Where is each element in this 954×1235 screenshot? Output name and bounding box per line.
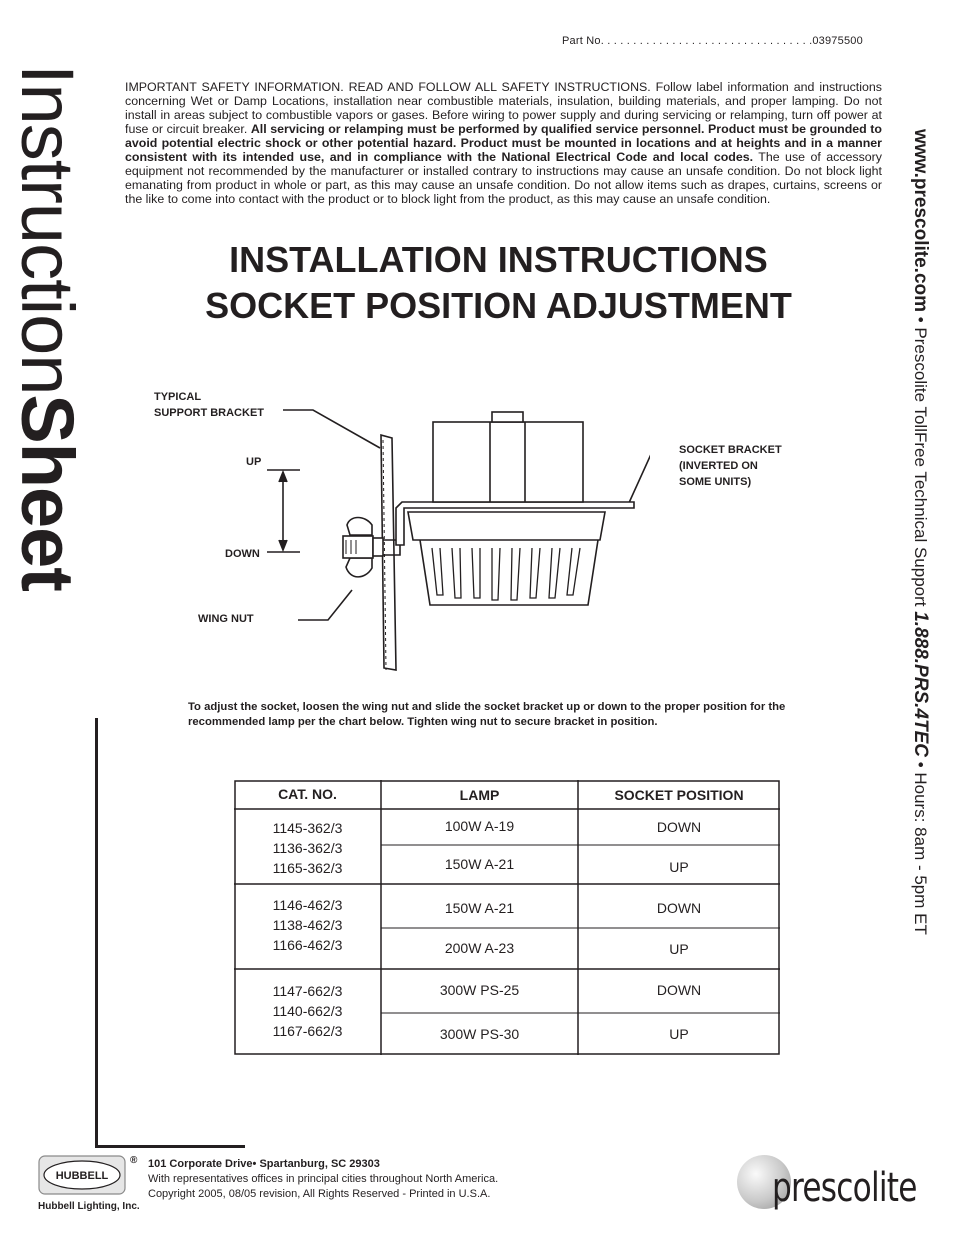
wing-nut-label: WING NUT xyxy=(198,613,254,625)
socket-adjustment-diagram xyxy=(150,380,650,680)
right-margin-contact xyxy=(905,129,935,1129)
support-hours: Hours: 8am - 5pm ET xyxy=(911,772,930,935)
cat-no: 1147-662/3 xyxy=(272,983,343,999)
cat-no-group xyxy=(234,981,381,1041)
header-lamp: LAMP xyxy=(459,787,500,803)
cat-no: 1138-462/3 xyxy=(272,917,343,933)
footer-address: 101 Corporate Drive• Spartanburg, SC 29303 xyxy=(148,1158,380,1170)
safety-text: IMPORTANT SAFETY INFORMATION. READ AND FOLLOW ALL SAFETY INSTRUCTIONS. Follow label information and instructions concerning Wet or Damp Locations, installation near combustible materials, insulation, building materials, and proper lamping. Do not install in areas subject to combustible vapors or gases. Before wiring to power supply and during servicing or relamping, turn off power at fuse or circuit breaker. xyxy=(125,80,882,136)
position-cell: DOWN xyxy=(656,819,702,835)
lamp-cell: 200W A-23 xyxy=(444,940,515,956)
cat-no: 1166-462/3 xyxy=(272,937,343,953)
cat-no: 1165-362/3 xyxy=(272,860,343,876)
cat-no: 1140-662/3 xyxy=(272,1003,343,1019)
cat-no: 1167-662/3 xyxy=(272,1023,343,1039)
hubbell-lighting-name: Hubbell Lighting, Inc. xyxy=(38,1201,140,1212)
position-cell: UP xyxy=(669,859,689,875)
safety-bold-text: All servicing or relamping must be performed by qualified service personnel. Product must be grounded to avoid potential electric shock or other potential hazard. Product must be mounted in locations and at heights and in a manner consistent with its intended use, and in compliance with the National Electrical Code and local codes. xyxy=(125,122,882,164)
footer-info xyxy=(148,1157,498,1202)
adjustment-instructions: To adjust the socket, loosen the wing nut and slide the socket bracket up or down to the proper position for the recommended lamp per the chart below. Tighten wing nut to secure bracket in position. xyxy=(188,701,786,728)
part-number xyxy=(562,35,863,47)
part-no-value: 03975500 xyxy=(812,35,863,47)
title-light: Instruction xyxy=(6,64,89,395)
lamp-cell: 300W PS-30 xyxy=(439,1026,520,1042)
side-rule-horizontal xyxy=(95,1145,245,1148)
part-no-label: Part No. xyxy=(562,35,604,47)
lamp-socket-table xyxy=(234,780,780,1055)
footer-copyright: Copyright 2005, 08/05 revision, All Rights Reserved - Printed in U.S.A. xyxy=(148,1188,491,1200)
cat-no: 1146-462/3 xyxy=(272,897,343,913)
bullet: • xyxy=(911,756,930,773)
cat-no-group xyxy=(234,895,381,955)
position-cell: UP xyxy=(669,1026,689,1042)
hubbell-logo xyxy=(38,1155,126,1195)
down-label: DOWN xyxy=(225,548,260,560)
hubbell-logo-text: HUBBELL xyxy=(55,1170,109,1182)
lamp-cell: 150W A-21 xyxy=(444,900,515,916)
lamp-cell: 300W PS-25 xyxy=(439,982,520,998)
safety-text: The use of accessory equipment not recommended by the manufacturer or installed contrary to instructions may cause an unsafe condition. Do not block light emanating from product in whole or part, as this may cause an unsafe condition. Do not allow items such as drapes, curtains, screens or the like to come into contact with the product or to block light from the product, as this may cause an unsafe condition. xyxy=(125,150,882,206)
footer-representatives: With representatives offices in principal cities throughout North America. xyxy=(148,1173,499,1185)
position-cell: UP xyxy=(669,941,689,957)
prescolite-logo-text: prescolite xyxy=(772,1165,917,1211)
header-cat-no: CAT. NO. xyxy=(278,786,337,802)
cat-no: 1145-362/3 xyxy=(272,820,343,836)
page-title: INSTALLATION INSTRUCTIONS xyxy=(229,239,768,280)
bullet: • xyxy=(911,312,930,328)
part-no-dots: . . . . . . . . . . . . . . . . . . . . . . . . . . . . . . . . xyxy=(603,35,813,47)
position-cell: DOWN xyxy=(656,900,702,916)
typical-support-bracket-label: TYPICAL SUPPORT BRACKET xyxy=(154,391,265,419)
registered-mark: ® xyxy=(130,1155,138,1166)
website-link[interactable]: www.prescolite.com xyxy=(910,129,931,313)
cat-no: 1136-362/3 xyxy=(272,840,343,856)
position-cell: DOWN xyxy=(656,982,702,998)
up-label: UP xyxy=(246,456,262,468)
lamp-cell: 100W A-19 xyxy=(444,818,515,834)
safety-information xyxy=(125,80,882,206)
support-phone: 1.888.PRS.4TEC xyxy=(910,611,931,757)
side-rule-vertical xyxy=(95,718,98,1148)
header-socket-position: SOCKET POSITION xyxy=(614,787,744,803)
socket-bracket-label: SOCKET BRACKET (INVERTED ON SOME UNITS) xyxy=(679,444,782,488)
title-bold: Sheet xyxy=(6,394,89,591)
instruction-sheet-title xyxy=(6,64,89,704)
support-text: Prescolite TollFree Technical Support xyxy=(911,327,930,612)
cat-no-group xyxy=(234,818,381,878)
lamp-cell: 150W A-21 xyxy=(444,856,515,872)
page-subtitle: SOCKET POSITION ADJUSTMENT xyxy=(205,285,792,326)
